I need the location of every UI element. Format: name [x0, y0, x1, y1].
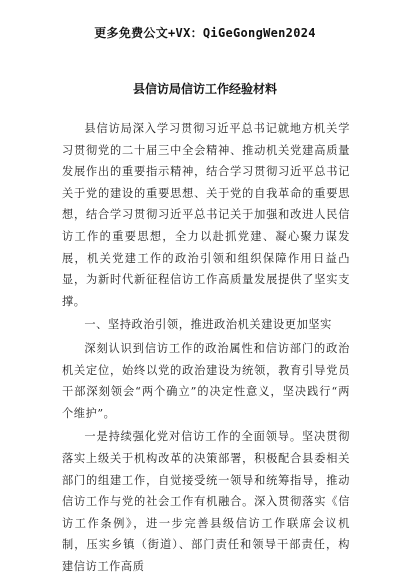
body-paragraph: 一是持续强化党对信访工作的全面领导。坚决贯彻落实上级关于机构改革的决策部署，积极配合县委相关部门的组建工作，自觉接受统一领导和统筹指导，推动信访工作与党的社会工作有机融合。深入贯彻落实《信访工作条例》，进一步完善县级信访工作联席会议机制，压实乡镇（街道）、部门责任和领导干部责任，构建信访工作高质: [62, 430, 350, 573]
document-body: [62, 118, 350, 579]
body-paragraph: 深刻认识到信访工作的政治属性和信访部门的政治机关定位，始终以党的政治建设为统领，教育引导党员干部深刻领会“两个确立”的决定性意义，坚决践行“两个维护”。: [62, 341, 350, 420]
intro-paragraph: 县信访局深入学习贯彻习近平总书记就地方机关学习贯彻党的二十届三中全会精神、推动机关党建高质量发展作出的重要指示精神，结合学习贯彻习近平总书记关于党的建设的重要思想、关于党的自我革命的重要思想，结合学习贯彻习近平总书记关于加强和改进人民信访工作的重要思想，全力以赴抓党建、凝心聚力谋发展，机关党建工作的政治引领和组织保障作用日益凸显，为新时代新征程信访工作高质量发展提供了坚实支撑。: [62, 122, 350, 308]
promo-banner: 更多免费公文+VX：QiGeGongWen2024: [94, 26, 316, 40]
section-heading: 一、坚持政治引领，推进政治机关建设更加坚实: [84, 318, 332, 332]
document-title: 县信访局信访工作经验材料: [132, 82, 277, 96]
